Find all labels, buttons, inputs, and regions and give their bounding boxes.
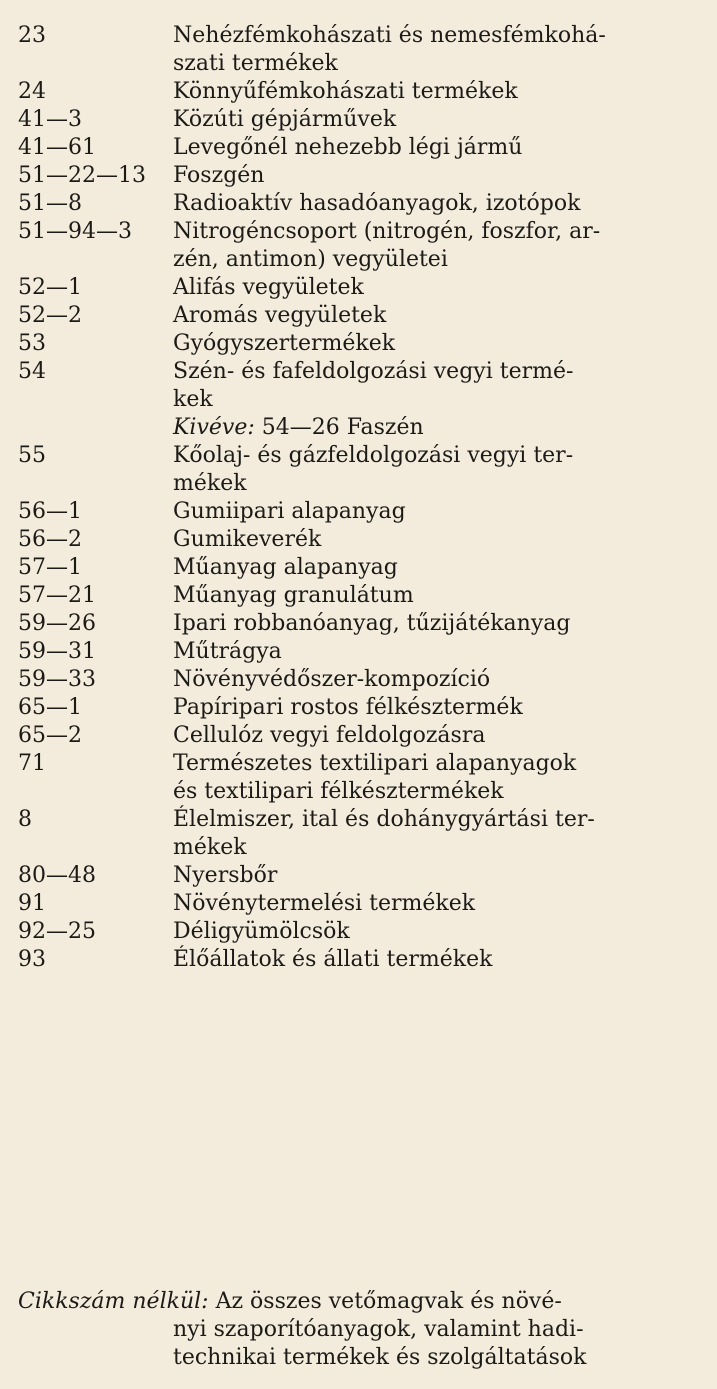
description-line: Kőolaj- és gázfeldolgozási vegyi ter-	[173, 443, 574, 468]
item-code: 59—31	[18, 639, 96, 664]
item-description	[173, 722, 698, 750]
description-line: Természetes textilipari alapanyagok	[173, 751, 577, 776]
description-line: Alifás vegyületek	[173, 275, 364, 300]
footer-label: Cikkszám nélkül:	[18, 1289, 209, 1314]
item-description	[173, 442, 698, 498]
footer-note	[18, 1288, 698, 1372]
item-description	[173, 946, 698, 974]
item-code: 91	[18, 891, 46, 916]
item-description	[173, 358, 698, 442]
item-description	[173, 218, 698, 274]
list-item	[18, 694, 698, 722]
commodity-code-list	[18, 22, 698, 974]
item-code: 55	[18, 443, 46, 468]
item-description	[173, 582, 698, 610]
list-item	[18, 918, 698, 946]
list-item	[18, 666, 698, 694]
footer-line: Az összes vetőmagvak és növé-	[215, 1289, 562, 1314]
description-line: Radioaktív hasadóanyagok, izotópok	[173, 191, 581, 216]
list-item	[18, 330, 698, 358]
item-code: 41—61	[18, 135, 96, 160]
description-line: Műtrágya	[173, 639, 282, 664]
footer-line: technikai termékek és szolgáltatások	[173, 1345, 587, 1370]
list-item	[18, 610, 698, 638]
item-code: 59—33	[18, 667, 96, 692]
item-code: 57—1	[18, 555, 82, 580]
item-description	[173, 554, 698, 582]
item-code: 56—2	[18, 527, 82, 552]
item-code: 80—48	[18, 863, 96, 888]
description-line: Élelmiszer, ital és dohánygyártási ter-	[173, 807, 595, 832]
list-item	[18, 806, 698, 862]
list-item	[18, 274, 698, 302]
item-description	[173, 302, 698, 330]
item-code: 41—3	[18, 107, 82, 132]
list-item	[18, 134, 698, 162]
item-code: 24	[18, 79, 46, 104]
item-description	[173, 806, 698, 862]
item-code: 53	[18, 331, 46, 356]
list-item	[18, 190, 698, 218]
item-code: 23	[18, 23, 46, 48]
description-line: Élőállatok és állati termékek	[173, 947, 493, 972]
description-line: Növénytermelési termékek	[173, 891, 476, 916]
item-code: 54	[18, 359, 46, 384]
exception-label: Kivéve:	[173, 415, 255, 440]
description-line: Nitrogéncsoport (nitrogén, foszfor, ar-	[173, 219, 601, 244]
description-line: mékek	[173, 835, 247, 860]
item-code: 71	[18, 751, 46, 776]
item-description	[173, 694, 698, 722]
list-item	[18, 890, 698, 918]
item-code: 93	[18, 947, 46, 972]
footer-line: nyi szaporítóanyagok, valamint hadi-	[173, 1317, 584, 1342]
item-code: 8	[18, 807, 32, 832]
description-line: Növényvédőszer-kompozíció	[173, 667, 491, 692]
item-description	[173, 106, 698, 134]
description-line: és textilipari félkésztermékek	[173, 779, 504, 804]
item-description	[173, 918, 698, 946]
item-description	[173, 526, 698, 554]
list-item	[18, 218, 698, 274]
item-description	[173, 274, 698, 302]
description-line: Levegőnél nehezebb légi jármű	[173, 135, 523, 160]
item-code: 57—21	[18, 583, 96, 608]
item-description	[173, 190, 698, 218]
item-description	[173, 78, 698, 106]
description-line: Műanyag alapanyag	[173, 555, 398, 580]
item-code: 51—94—3	[18, 219, 132, 244]
item-code: 52—1	[18, 275, 82, 300]
exception-note	[173, 414, 686, 442]
item-description	[173, 498, 698, 526]
description-line: Aromás vegyületek	[173, 303, 387, 328]
list-item	[18, 358, 698, 442]
description-line: Cellulóz vegyi feldolgozásra	[173, 723, 486, 748]
description-line: Déligyümölcsök	[173, 919, 350, 944]
description-line: Foszgén	[173, 163, 265, 188]
item-code: 51—8	[18, 191, 82, 216]
description-line: Papíripari rostos félkésztermék	[173, 695, 523, 720]
item-description	[173, 638, 698, 666]
list-item	[18, 582, 698, 610]
exception-text: 54—26 Faszén	[254, 415, 424, 440]
item-code: 56—1	[18, 499, 82, 524]
item-code: 59—26	[18, 611, 96, 636]
description-line: Műanyag granulátum	[173, 583, 414, 608]
list-item	[18, 22, 698, 78]
description-line: Gyógyszertermékek	[173, 331, 396, 356]
description-line: Gumikeverék	[173, 527, 322, 552]
item-code: 65—2	[18, 723, 82, 748]
description-line: Nehézfémkohászati és nemesfémkohá-	[173, 23, 606, 48]
list-item	[18, 78, 698, 106]
list-item	[18, 946, 698, 974]
list-item	[18, 302, 698, 330]
description-line: szati termékek	[173, 51, 338, 76]
item-description	[173, 610, 698, 638]
list-item	[18, 638, 698, 666]
list-item	[18, 862, 698, 890]
item-description	[173, 750, 698, 806]
item-code: 51—22—13	[18, 163, 146, 188]
list-item	[18, 554, 698, 582]
list-item	[18, 722, 698, 750]
item-description	[173, 890, 698, 918]
list-item	[18, 162, 698, 190]
item-description	[173, 162, 698, 190]
description-line: mékek	[173, 471, 247, 496]
description-line: Szén- és fafeldolgozási vegyi termé-	[173, 359, 574, 384]
item-code: 65—1	[18, 695, 82, 720]
description-line: Gumiipari alapanyag	[173, 499, 406, 524]
description-line: Könnyűfémkohászati termékek	[173, 79, 518, 104]
item-description	[173, 22, 698, 78]
description-line: Közúti gépjárművek	[173, 107, 397, 132]
list-item	[18, 442, 698, 498]
item-description	[173, 134, 698, 162]
item-description	[173, 330, 698, 358]
description-line: zén, antimon) vegyületei	[173, 247, 448, 272]
list-item	[18, 526, 698, 554]
list-item	[18, 498, 698, 526]
description-line: Ipari robbanóanyag, tűzijátékanyag	[173, 611, 571, 636]
item-code: 52—2	[18, 303, 82, 328]
description-line: kek	[173, 387, 213, 412]
item-code: 92—25	[18, 919, 96, 944]
item-description	[173, 862, 698, 890]
list-item	[18, 750, 698, 806]
list-item	[18, 106, 698, 134]
item-description	[173, 666, 698, 694]
description-line: Nyersbőr	[173, 863, 278, 888]
